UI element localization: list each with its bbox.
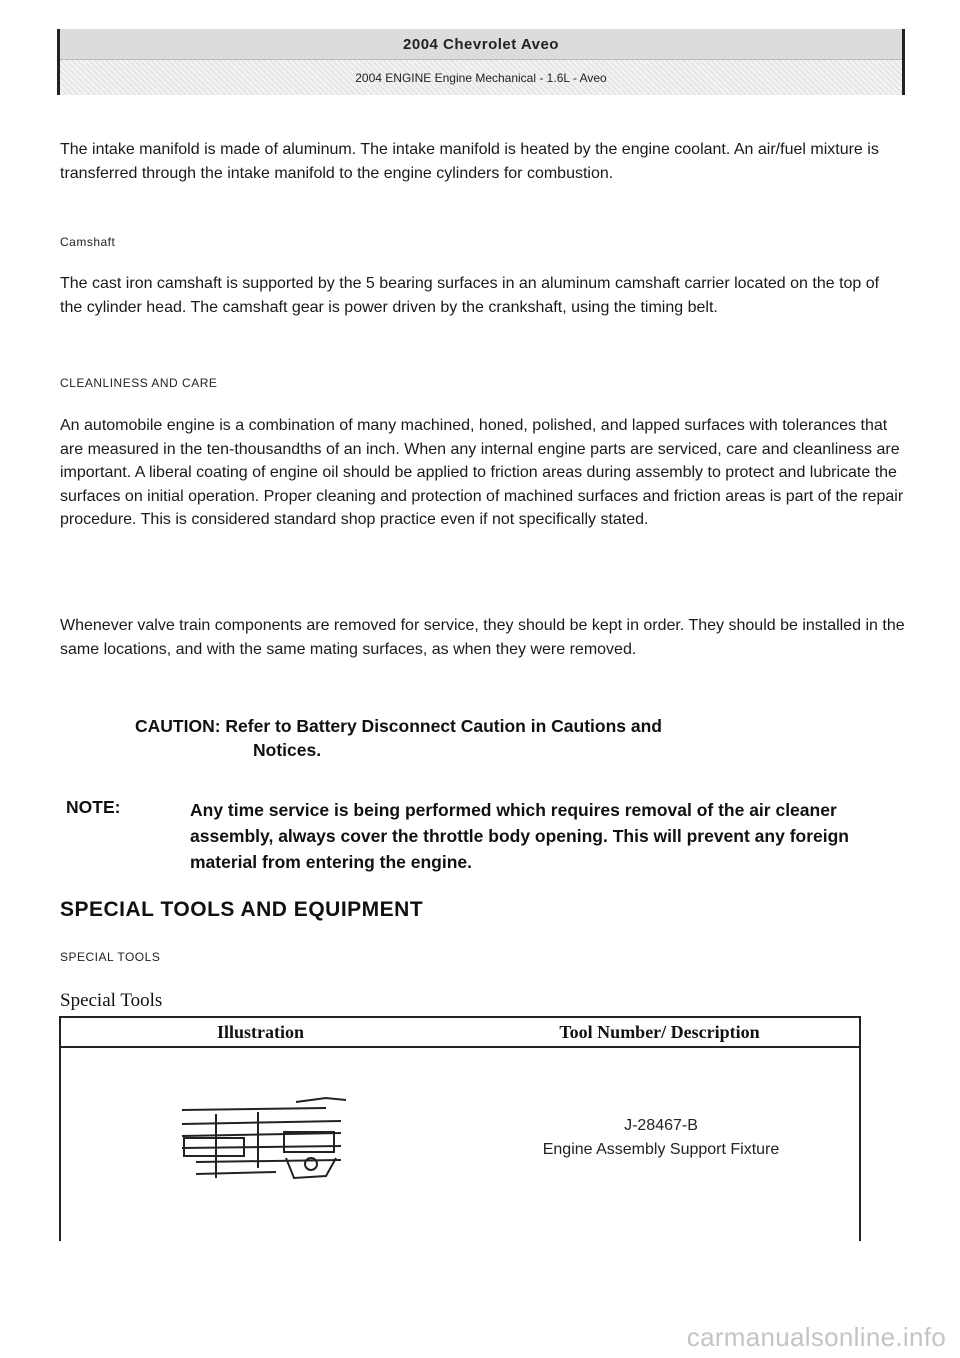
caution-block: [135, 714, 835, 762]
section-title: SPECIAL TOOLS AND EQUIPMENT: [60, 898, 424, 921]
note-text: Any time service is being performed which requires removal of the air cleaner assembly, always cover the throttle body opening. This will prevent any foreign material from entering the engine.: [190, 800, 849, 872]
document-header: [57, 29, 905, 95]
watermark: carmanualsonline.info: [686, 1322, 946, 1352]
header-tool-description: Tool Number/ Description: [559, 1022, 760, 1042]
header-title: 2004 Chevrolet Aveo: [60, 29, 902, 60]
support-fixture-illustration: [176, 1088, 351, 1188]
tool-description-cell: [461, 1114, 861, 1162]
valve-train-paragraph: Whenever valve train components are removed for service, they should be kept in order. They should be installed in the same locations, and with the same mating surfaces, as when they were removed.: [60, 617, 905, 658]
table-title: Special Tools: [60, 990, 163, 1011]
cleanliness-paragraph: An automobile engine is a combination of many machined, honed, polished, and lapped surfaces with tolerances that are measured in the ten-thousandths of an inch. When any internal engine parts are serviced, care and cleanliness are important. A liberal coating of engine oil should be applied to friction areas during assembly to protect and lubricate the surfaces on initial operation. Proper cleaning and protection of machined surfaces and friction areas is part of the repair procedure. This is considered standard shop practice even if not specifically stated.: [60, 417, 904, 528]
tool-description: Engine Assembly Support Fixture: [542, 1141, 780, 1158]
intake-paragraph: The intake manifold is made of aluminum. The intake manifold is heated by the engine coolant. An air/fuel mixture is transferred through the intake manifold to the engine cylinders for combustion.: [60, 141, 879, 182]
table-header-row: [61, 1018, 859, 1048]
note-label: NOTE:: [66, 797, 121, 817]
tool-number: J-28467-B: [624, 1117, 698, 1134]
camshaft-heading: Camshaft: [60, 235, 116, 249]
special-tools-table: [59, 1016, 861, 1241]
special-tools-subheading: SPECIAL TOOLS: [60, 950, 161, 964]
header-subtitle: 2004 ENGINE Engine Mechanical - 1.6L - Aveo: [60, 60, 902, 95]
cleanliness-heading: CLEANLINESS AND CARE: [60, 376, 218, 390]
caution-line2: Notices.: [253, 740, 322, 760]
header-illustration: Illustration: [216, 1022, 304, 1042]
caution-line1: CAUTION: Refer to Battery Disconnect Caution in Cautions and: [135, 716, 662, 736]
camshaft-paragraph: The cast iron camshaft is supported by the 5 bearing surfaces in an aluminum camshaft carrier located on the top of the cylinder head. The camshaft gear is power driven by the crankshaft, using the timing belt.: [60, 275, 880, 316]
